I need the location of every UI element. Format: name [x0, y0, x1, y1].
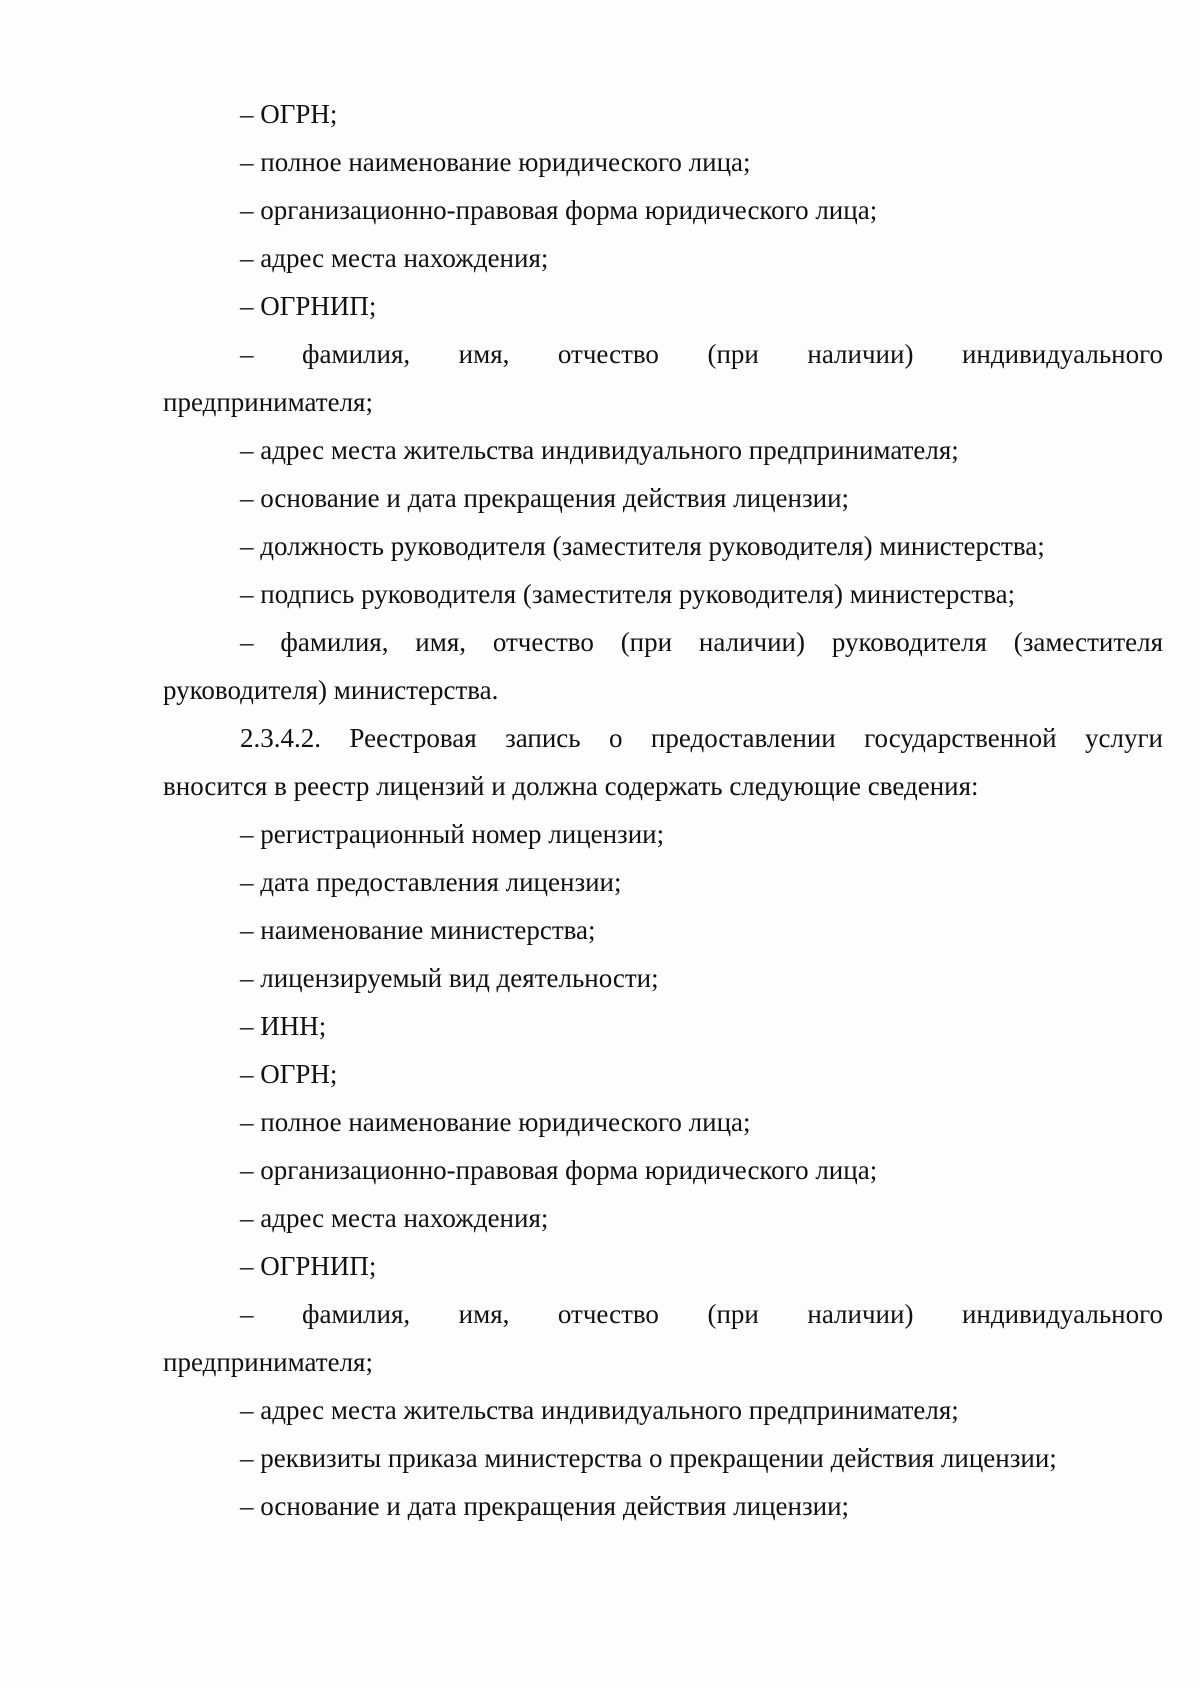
list-item: – организационно-правовая форма юридического лица; — [240, 1155, 878, 1185]
list-item: – лицензируемый вид деятельности; — [240, 963, 659, 993]
list-item-continuation: руководителя) министерства. — [163, 675, 499, 705]
list-item: – полное наименование юридического лица; — [240, 1107, 751, 1137]
list-item: – полное наименование юридического лица; — [240, 147, 751, 177]
paragraph-line: вносится в реестр лицензий и должна содержать следующие сведения: — [163, 771, 979, 801]
list-item: – ИНН; — [240, 1011, 327, 1041]
list-item: – наименование министерства; — [240, 915, 596, 945]
list-item: – адрес места нахождения; — [240, 1203, 549, 1233]
list-item: – реквизиты приказа министерства о прекращении действия лицензии; — [240, 1443, 1057, 1473]
list-item: – адрес места жительства индивидуального предпринимателя; — [240, 1395, 959, 1425]
list-item: – фамилия, имя, отчество (при наличии) индивидуального — [240, 339, 1163, 369]
list-item: – ОГРН; — [240, 1059, 338, 1089]
list-item: – адрес места жительства индивидуального предпринимателя; — [240, 435, 959, 465]
list-item: – дата предоставления лицензии; — [240, 867, 622, 897]
list-item: – ОГРН; — [240, 99, 338, 129]
list-item: – адрес места нахождения; — [240, 243, 549, 273]
list-item: – организационно-правовая форма юридического лица; — [240, 195, 878, 225]
list-item: – подпись руководителя (заместителя руководителя) министерства; — [240, 579, 1016, 609]
list-item: – фамилия, имя, отчество (при наличии) руководителя (заместителя — [240, 627, 1163, 657]
list-item-continuation: предпринимателя; — [163, 387, 373, 417]
list-item: – ОГРНИП; — [240, 1251, 377, 1281]
list-item-continuation: предпринимателя; — [163, 1347, 373, 1377]
list-item: – основание и дата прекращения действия лицензии; — [240, 1491, 850, 1521]
list-item: – фамилия, имя, отчество (при наличии) индивидуального — [240, 1299, 1163, 1329]
list-item: – основание и дата прекращения действия лицензии; — [240, 483, 850, 513]
paragraph-line: 2.3.4.2. Реестровая запись о предоставлении государственной услуги — [240, 723, 1163, 753]
document-body — [163, 90, 1163, 1530]
list-item: – должность руководителя (заместителя руководителя) министерства; — [240, 531, 1045, 561]
list-item: – регистрационный номер лицензии; — [240, 819, 665, 849]
list-item: – ОГРНИП; — [240, 291, 377, 321]
